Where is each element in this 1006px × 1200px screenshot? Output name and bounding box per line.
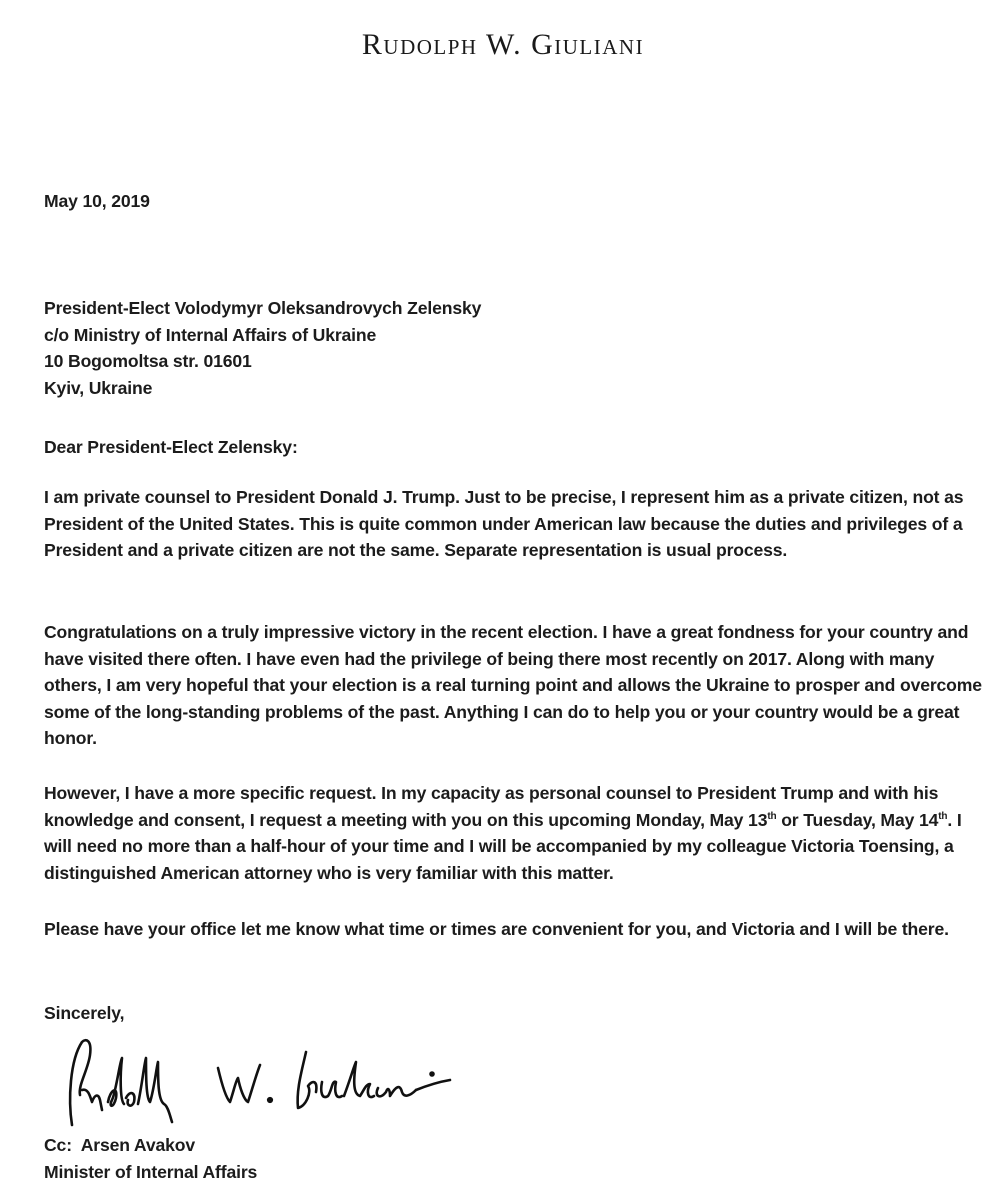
recipient-address xyxy=(44,295,481,401)
signature-stroke xyxy=(377,1087,416,1096)
signature-stroke xyxy=(321,1082,342,1097)
signature-stroke xyxy=(416,1080,450,1090)
ordinal-suffix: th xyxy=(938,810,948,822)
recipient-line: President-Elect Volodymyr Oleksandrovych Zelensky xyxy=(44,298,482,318)
letterhead: Rudolph W. Giuliani xyxy=(361,28,645,61)
ordinal-suffix: th xyxy=(767,810,777,822)
signature-stroke xyxy=(344,1062,374,1097)
signature-stroke xyxy=(138,1058,172,1122)
signature-stroke xyxy=(126,1093,134,1106)
signature-stroke xyxy=(218,1065,260,1102)
signature-stroke xyxy=(82,1090,102,1110)
body-paragraph-1: I am private counsel to President Donald J. Trump. Just to be precise, I represent him as a private citizen, not as President of the United States. This is quite common under American law because the duties and privileges of a President and a private citizen are not the same. Separate representation is usual process. xyxy=(44,487,964,560)
recipient-line: 10 Bogomoltsa str. 01601 xyxy=(44,351,252,371)
signature-stroke xyxy=(431,1073,434,1076)
body-paragraph-2: Congratulations on a truly impressive victory in the recent election. I have a great fondness for your country and have visited there often. I have even had the privilege of being there most recently on 2017. Along with many others, I am very hopeful that your election is a real turning point and allows the Ukraine to prosper and overcome some of the long-standing problems of the past. Anything I can do to help you or your country would be a great honor. xyxy=(44,622,982,748)
cc-title: Minister of Internal Affairs xyxy=(44,1161,258,1182)
signature-stroke xyxy=(70,1040,90,1125)
cc-recipient: Cc: Arsen Avakov xyxy=(44,1135,195,1155)
paragraph-3-text: . I will need no more than a half-hour of your time and I will be accompanied by my colleague Victoria Toensing, a distinguished American attorney who is very familiar with this matter. xyxy=(44,809,962,883)
letter-date: May 10, 2019 xyxy=(44,191,150,211)
salutation: Dear President-Elect Zelensky: xyxy=(44,437,298,457)
paragraph-3-text: However, I have a more specific request. In my capacity as personal counsel to President Trump and with his knowledge and consent, I request a meeting with you on this upcoming Monday, May 13 xyxy=(44,783,939,830)
body-paragraph-3 xyxy=(44,780,994,886)
recipient-line: Kyiv, Ukraine xyxy=(44,377,153,398)
body-paragraph-4: Please have your office let me know what time or times are convenient for you, and Victoria and I will be there. xyxy=(44,919,949,939)
signature-stroke xyxy=(268,1098,272,1102)
signature-image xyxy=(60,1030,460,1130)
paragraph-3-text: or Tuesday, May 14 xyxy=(776,809,939,830)
carbon-copy xyxy=(44,1132,257,1185)
closing: Sincerely, xyxy=(44,1003,125,1023)
signature-stroke xyxy=(298,1052,317,1108)
recipient-line: c/o Ministry of Internal Affairs of Ukraine xyxy=(44,324,377,345)
signature-stroke xyxy=(108,1058,124,1106)
